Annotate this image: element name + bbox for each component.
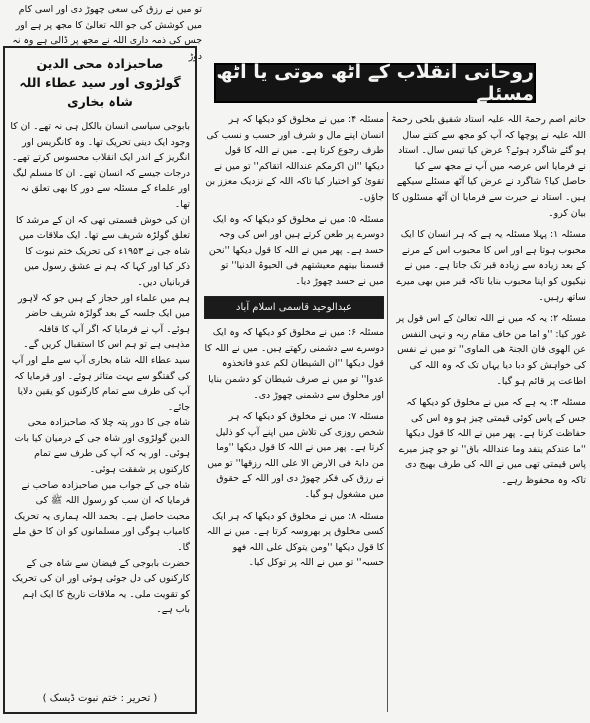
- sidebar-paragraph: شاہ جی کا دور پتہ چلا کہ صاحبزادہ محی الدین گولڑوی اور شاہ جی کے درمیان کیا بات ہوئی۔ اور یہ کہ آپ کی طرف سے تمام کارکنوں پر شفقت ہوئی۔: [14, 417, 190, 476]
- article-paragraph: مسئلہ ۴: میں نے مخلوق کو دیکھا کہ ہر انسان اپنے مال و شرف اور حسب و نسب کی طرف رجوع کرتا ہے۔ میں نے اللہ کا قول دیکھا ''ان اکرمکم عنداللہ اتقاکم'' تو میں نے تقویٰ کو اختیار کیا تاکہ اللہ کے نزدیک معزز بن جاؤں۔: [205, 114, 384, 203]
- column-divider: [387, 112, 388, 712]
- article-paragraph: مسئلہ ۲: یہ کہ میں نے اللہ تعالیٰ کے اس قول پر غور کیا: ''و اما من خاف مقام ربہ و نہی النفس عن الھوی فان الجنۃ ھی الماوی'' تو میں نے نفس کی خواہش کو دبا دیا یہاں تک کہ وہ اللہ کی اطاعت پر قائم ہو گیا۔: [396, 313, 586, 387]
- article-paragraph: مسئلہ ۸: میں نے مخلوق کو دیکھا کہ ہر ایک کسی مخلوق پر بھروسہ کرتا ہے۔ میں نے اللہ کا قول دیکھا ''ومن یتوکل علی اللہ فھو حسبہ'' تو میں نے اللہ پر توکل کیا۔: [206, 510, 384, 569]
- sidebar-paragraph: شاہ جی کے جواب میں صاحبزادہ صاحب نے فرمایا کہ ان سب کو رسول اللہ ﷺ کی محبت حاصل ہے۔ بحمد اللہ ہماری یہ تحریک کامیاب ہوگی اور مسلمانوں کو ان کا حق ملے گا۔: [12, 479, 190, 554]
- sidebar-signature: ( تحریر : ختم نبوت ڈیسک ): [42, 693, 158, 704]
- sidebar-paragraph: ہم میں علماء اور حجاز کے ہیں جو کہ لاہور میں ایک جلسہ کے بعد گولڑہ شریف حاضر ہوئے۔ آپ نے فرمایا کہ اگر آپ کا قافلہ مذہبی ہے تو ہم اس کا استقبال کریں گے۔: [17, 292, 190, 351]
- author-byline: عبدالوحید قاسمی اسلام آباد: [204, 296, 384, 320]
- article-column-right: [390, 112, 586, 718]
- sidebar-paragraph: بابوجی سیاسی انسان بالکل ہی نہ تھے۔ ان کا وجود ایک دینی تحریک تھا۔ وہ کانگریس اور انگریز کے اندر ایک انقلاب محسوس کرتے تھے۔ درجات جیسے کہ انسان تھے۔ ان کا مسلم لیگ اور علماء کے مسئلہ سے دور کا بھی تعلق نہ تھا۔: [10, 121, 190, 210]
- sidebar-article-box: [3, 46, 197, 714]
- article-title-banner: [214, 63, 536, 103]
- article-paragraph: مسئلہ ۳: یہ ہے کہ میں نے مخلوق کو دیکھا کہ جس کے پاس کوئی قیمتی چیز ہو وہ اس کی حفاظت کرتا ہے۔ پھر میں نے اللہ کا قول دیکھا ''ما عندکم ینفد وما عنداللہ باق'' تو جو چیز میرے پاس قیمتی تھی میں نے اللہ کی طرف بھیج دی تاکہ وہ محفوظ رہے۔: [398, 397, 586, 487]
- sidebar-paragraph: ان کی خوش قسمتی تھی کہ ان کے مرشد کا تعلق گولڑہ شریف سے تھا۔ ایک ملاقات میں شاہ جی نے ۱۹۵۳ء کی تحریک ختم نبوت کا ذکر کیا اور کہا کہ ہم نے عشق رسول میں قربانیاں دیں۔: [15, 214, 190, 288]
- article-paragraph: مسئلہ ۶: میں نے مخلوق کو دیکھا کہ وہ ایک دوسرے سے دشمنی رکھتے ہیں۔ میں نے اللہ کا قول دیکھا ''ان الشیطان لکم عدو فاتخذوہ عدوا'' تو میں نے صرف شیطان کو دشمن بنایا اور مخلوق سے دشمنی چھوڑ دی۔: [204, 327, 384, 401]
- previous-article-text: تو میں نے رزق کی سعی چھوڑ دی اور اسی کام میں کوشش کی جو اللہ تعالیٰ کا مجھ پر ہے اور جس کی ذمہ داری اللہ نے مجھ پر ڈالی ہے وہ نہ دوڑ: [12, 4, 202, 62]
- article-title: روحانی انقلاب کے آٹھ موتی یا آٹھ مسئلے: [216, 61, 534, 105]
- article-column-middle: [204, 112, 384, 718]
- previous-article-tail: [0, 0, 206, 62]
- article-paragraph: مسئلہ ۵: میں نے مخلوق کو دیکھا کہ وہ ایک دوسرے پر طعن کرتے ہیں اور اس کی وجہ حسد ہے۔ پھر میں نے اللہ کا قول دیکھا ''نحن قسمنا بینھم معیشتھم فی الحیوۃ الدنیا'' تو میں نے حسد چھوڑ دیا۔: [208, 213, 384, 287]
- sidebar-paragraph: حضرت بابوجی کے فیضان سے شاہ جی کے کارکنوں کی دل جوئی ہوئی اور ان کی تحریک کو تقویت ملی۔ یہ ملاقات تاریخ کا ایک اہم باب ہے۔: [11, 557, 190, 616]
- article-paragraph: مسئلہ ۱: پہلا مسئلہ یہ ہے کہ ہر انسان کا ایک محبوب ہوتا ہے اور اس کا محبوب اس کے مرنے کے بعد زیادہ سے زیادہ قبر تک جاتا ہے۔ میں نے نیکیوں کو اپنا محبوب بنایا تاکہ قبر میں بھی میرے ساتھ رہیں۔: [396, 229, 586, 303]
- article-paragraph: مسئلہ ۷: میں نے مخلوق کو دیکھا کہ ہر شخص روزی کی تلاش میں اپنے آپ کو ذلیل کرتا ہے۔ پھر میں نے اللہ کا قول دیکھا ''وما من دابۃ فی الارض الا علی اللہ رزقھا'' تو میں نے رزق کی فکر چھوڑ دی اور اللہ کے حقوق میں مشغول ہو گیا۔: [207, 411, 384, 501]
- sidebar-paragraph: سید عطاء اللہ شاہ بخاری آپ سے ملے اور آپ کی گفتگو سے بہت متاثر ہوئے۔ اور فرمایا کہ آپ کی طرف سے تمام کارکنوں کو یقین دلایا جائے۔: [11, 354, 190, 413]
- sidebar-article-heading: صاحبزادہ محی الدین گولڑوی اور سید عطاء اللہ شاہ بخاری: [19, 56, 181, 109]
- sidebar-article-body: [5, 115, 195, 679]
- article-paragraph: حاتم اصم رحمۃ اللہ علیہ استاد شفیق بلخی رحمۃ اللہ علیہ نے پوچھا کہ آپ کو مجھ سے کتنے سال ہو گئے شاگرد ہوئے؟ عرض کیا تیس سال۔ استاد نے فرمایا اس عرصہ میں آپ نے مجھ سے کیا حاصل کیا؟ شاگرد نے عرض کیا آٹھ مسئلے سیکھے ہیں۔ استاد نے حیرت سے فرمایا ان آٹھ مسئلوں کا بیان کرو۔: [391, 114, 586, 219]
